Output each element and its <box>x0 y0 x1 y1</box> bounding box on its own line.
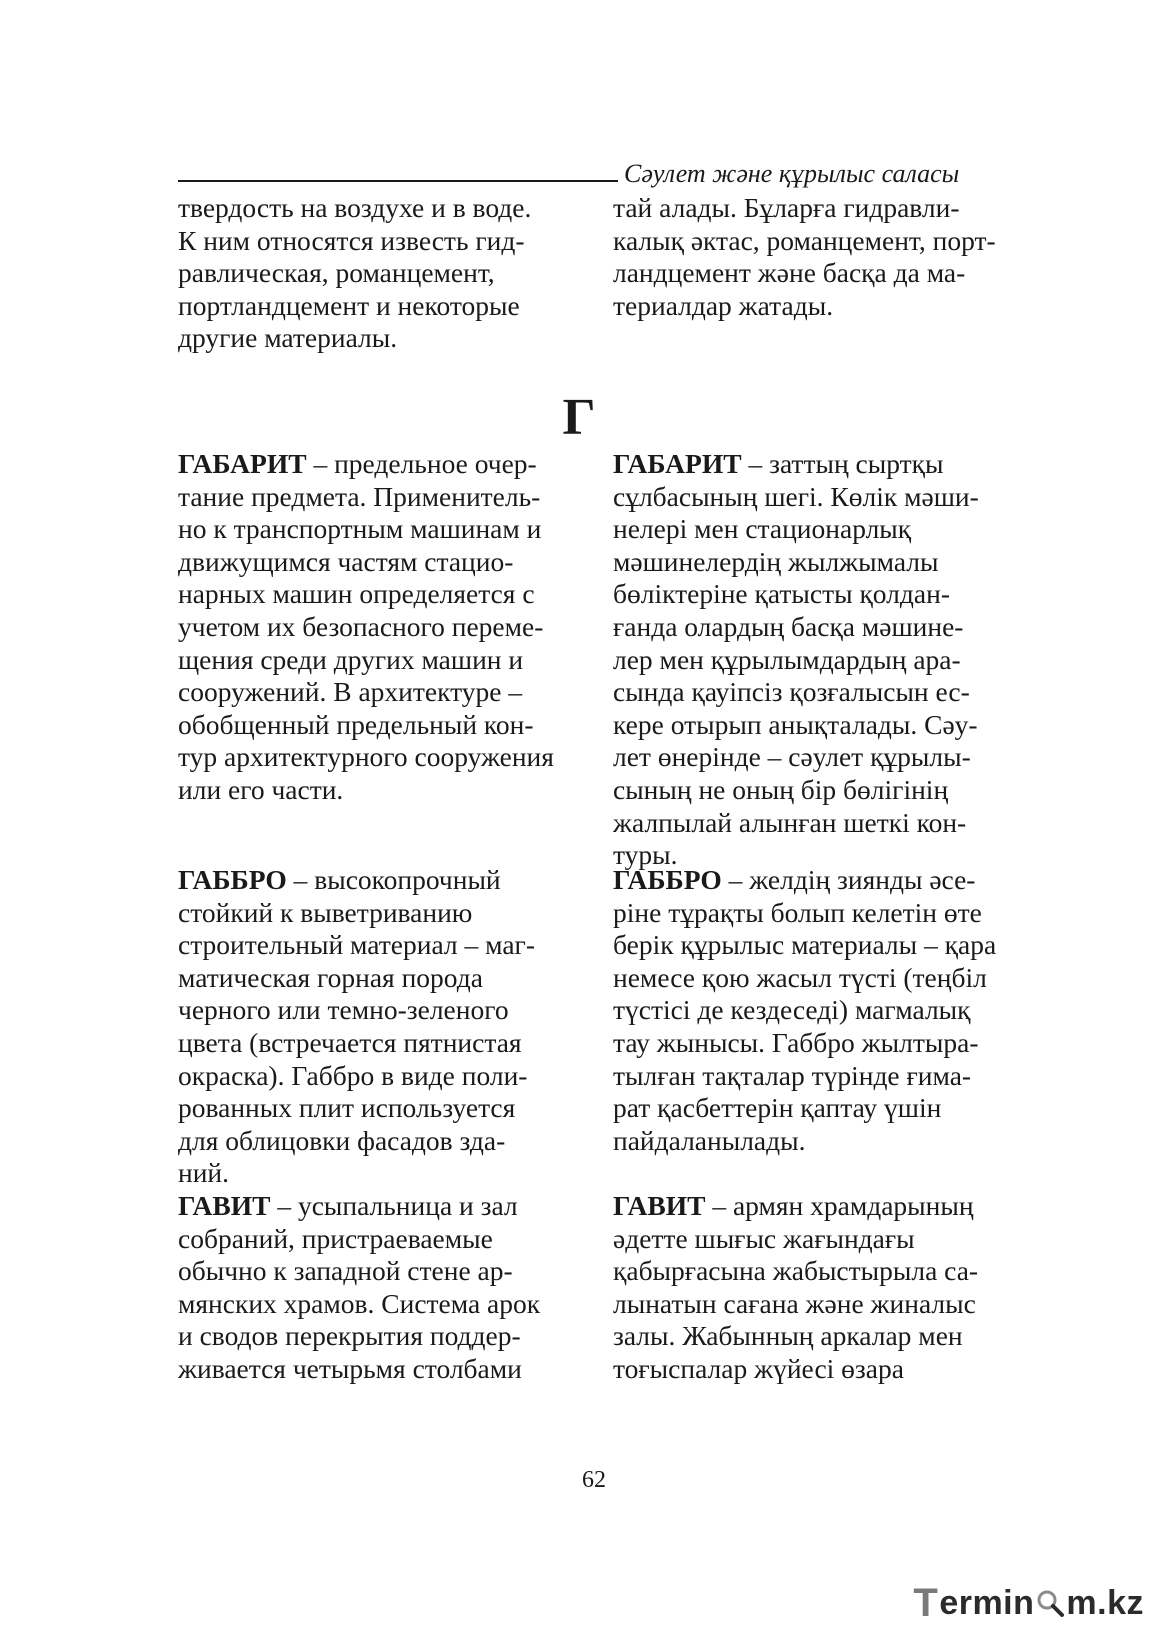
text-line: сында қауіпсіз қозғалысын ес- <box>613 676 970 708</box>
running-header-title: Сәулет және құрылыс саласы <box>624 159 960 188</box>
text-line: твердость на воздухе и в воде. <box>178 192 532 223</box>
text-line: ний. <box>178 1157 230 1189</box>
section-letter-heading: Г <box>562 389 596 446</box>
termincom-watermark-logo <box>913 1579 1144 1627</box>
text-line: лер мен құрылымдардың ара- <box>613 643 961 675</box>
text-line: рованных плит используется <box>178 1092 516 1124</box>
entry-term: ГАВИТ <box>613 1190 706 1221</box>
text-line: берік құрылыс материалы – қара <box>613 929 997 961</box>
entry-term: ГАВИТ <box>178 1190 271 1221</box>
ru-entry-gavit <box>178 1190 580 1386</box>
entry-definition: – высокопрочный <box>286 864 501 895</box>
text-line: строительный материал – маг- <box>178 929 535 961</box>
text-line: кере отырып анықталады. Сәу- <box>613 708 978 740</box>
text-line: матическая горная порода <box>178 961 483 993</box>
text-line <box>613 864 1015 897</box>
text-line: окраска). Габбро в виде поли- <box>178 1059 528 1091</box>
text-line: калық әктас, романцемент, порт- <box>613 224 996 256</box>
text-line: тау жынысы. Габбро жылтыра- <box>613 1026 979 1058</box>
text-line: равлическая, романцемент, <box>178 257 495 289</box>
logo-text-part2: m.kz <box>1066 1583 1144 1622</box>
logo-text-part1: ermin <box>939 1583 1035 1622</box>
text-line: тай алады. Бұларға гидравли- <box>613 192 960 223</box>
text-line: учетом их безопасного переме- <box>178 610 544 642</box>
text-line: қабырғасына жабыстырыла са- <box>613 1255 979 1287</box>
text-line: залы. Жабынның аркалар мен <box>613 1320 963 1352</box>
entry-term: ГАБАРИТ <box>178 448 307 479</box>
text-line: другие материалы. <box>178 322 398 354</box>
text-line: тание предмета. Применитель- <box>178 480 541 512</box>
text-line: собраний, пристраеваемые <box>178 1222 493 1254</box>
ru-entry-gabarit <box>178 448 580 807</box>
text-line: тоғыспалар жүйесі өзара <box>613 1352 904 1384</box>
ru-continuation-text <box>178 192 580 355</box>
text-line: териалдар жатады. <box>613 289 834 321</box>
text-line: мәшинелердің жылжымалы <box>613 545 939 577</box>
kk-entry-gabarit <box>613 448 1015 872</box>
ru-entry-gabbro <box>178 864 580 1190</box>
text-line: ғанда олардың басқа мәшине- <box>613 610 964 642</box>
text-line: түстісі де кездеседі) магмалық <box>613 994 971 1026</box>
text-line: ріне тұрақты болып келетін өте <box>613 896 982 928</box>
entry-definition: – армян храмдарының <box>705 1190 974 1221</box>
text-line: сұлбасының шегі. Көлік мәши- <box>613 480 979 512</box>
text-line: лынатын сағана және жиналыс <box>613 1287 976 1319</box>
text-line: стойкий к выветриванию <box>178 896 473 928</box>
text-line: нарных машин определяется с <box>178 578 535 610</box>
text-line: тур архитектурного сооружения <box>178 741 554 773</box>
text-line <box>613 448 1015 481</box>
text-line: пайдаланылады. <box>613 1124 806 1156</box>
kk-entry-gabbro <box>613 864 1015 1157</box>
text-line: или его части. <box>178 773 344 805</box>
text-line <box>178 1190 580 1223</box>
text-line: обычно к западной стене ар- <box>178 1255 513 1287</box>
entry-definition: – усыпальница и зал <box>270 1190 518 1221</box>
text-line: но к транспортным машинам и <box>178 513 542 545</box>
text-line: цвета (встречается пятнистая <box>178 1026 522 1058</box>
text-line: щения среди других машин и <box>178 643 524 675</box>
text-line: для облицовки фасадов зда- <box>178 1124 506 1156</box>
text-line: тылған тақталар түрінде ғима- <box>613 1059 972 1091</box>
entry-term: ГАББРО <box>178 864 287 895</box>
page-number: 62 <box>582 1467 606 1493</box>
header-rule <box>178 180 618 182</box>
text-line: живается четырьмя столбами <box>178 1352 522 1384</box>
text-line: бөліктеріне қатысты қолдан- <box>613 578 950 610</box>
text-line: туры. <box>613 839 678 871</box>
logo-t-letter: T <box>913 1580 939 1625</box>
entry-term: ГАБАРИТ <box>613 448 742 479</box>
text-line: движущимся частям стацио- <box>178 545 514 577</box>
text-line <box>613 1190 1015 1223</box>
text-line: и сводов перекрытия поддер- <box>178 1320 521 1352</box>
entry-definition: – желдің зиянды әсе- <box>721 864 976 895</box>
text-line: сооружений. В архитектуре – <box>178 676 523 708</box>
text-line: ландцемент және басқа да ма- <box>613 257 966 289</box>
text-line: сының не оның бір бөлігінің <box>613 773 949 805</box>
text-line: обобщенный предельный кон- <box>178 708 534 740</box>
entry-term: ГАББРО <box>613 864 722 895</box>
text-line: черного или темно-зеленого <box>178 994 509 1026</box>
text-line: портландцемент и некоторые <box>178 289 520 321</box>
text-line: әдетте шығыс жағындағы <box>613 1222 915 1254</box>
text-line: жалпылай алынған шеткі кон- <box>613 806 967 838</box>
text-line <box>178 864 580 897</box>
text-line: рат қасбеттерін қаптау үшін <box>613 1092 942 1124</box>
text-line: мянских храмов. Система арок <box>178 1287 541 1319</box>
kk-entry-gavit <box>613 1190 1015 1386</box>
text-line <box>178 448 580 481</box>
kk-continuation-text <box>613 192 1015 322</box>
text-line: нелері мен стационарлық <box>613 513 912 545</box>
text-line: лет өнерінде – сәулет құрылы- <box>613 741 971 773</box>
text-line: К ним относятся известь гид- <box>178 224 525 256</box>
entry-definition: – предельное очер- <box>306 448 537 479</box>
text-line: немесе қою жасыл түсті (теңбіл <box>613 961 987 993</box>
magnifier-icon <box>1035 1588 1065 1618</box>
entry-definition: – заттың сыртқы <box>741 448 944 479</box>
